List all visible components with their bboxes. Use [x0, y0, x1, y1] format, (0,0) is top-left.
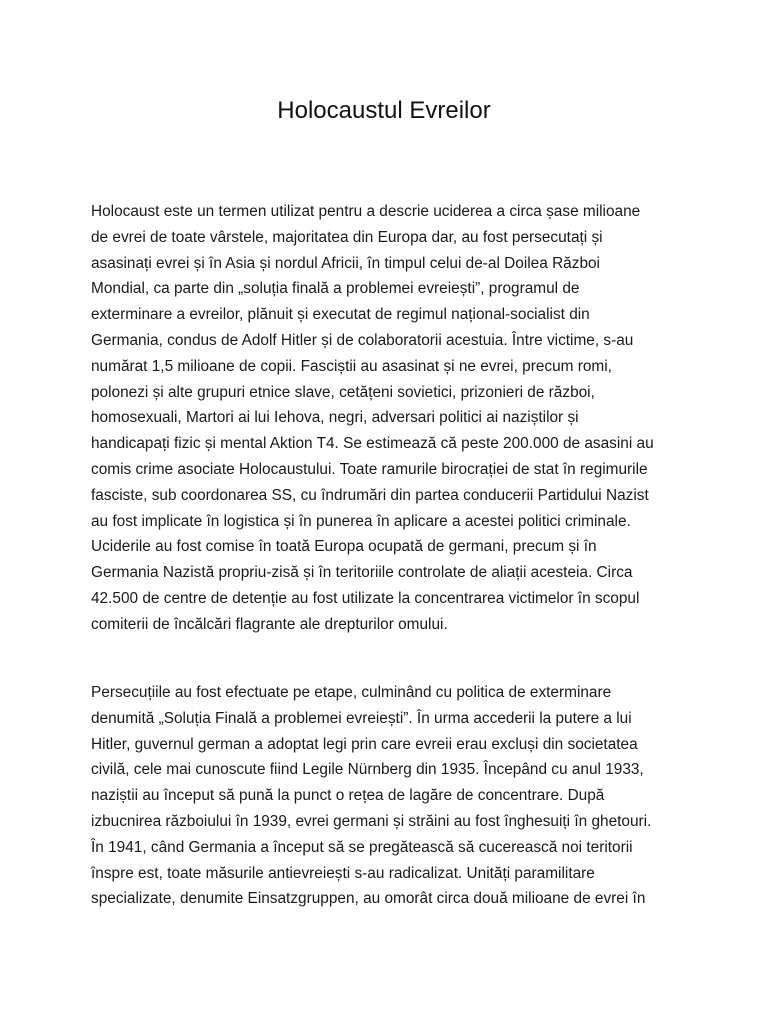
paragraph-line: denumită „Soluția Finală a problemei evreiești”. În urma accederii la putere a lui — [91, 709, 632, 727]
paragraph-line: polonezi și alte grupuri etnice slave, cetățeni sovietici, prizonieri de război, — [91, 383, 595, 401]
paragraph-line: Germania Nazistă propriu-zisă și în teritoriile controlate de aliații acesteia. Circa — [91, 564, 633, 582]
paragraph-line: Hitler, guvernul german a adoptat legi prin care evreii erau excluși din societatea — [91, 735, 638, 753]
paragraph-line: numărat 1,5 milioane de copii. Fasciștii au asasinat și ne evrei, precum romi, — [91, 357, 612, 375]
paragraph-line: Germania, condus de Adolf Hitler și de colaboratorii acestuia. Între victime, s-au — [91, 331, 634, 349]
paragraph-1 — [91, 199, 691, 638]
paragraph-line: au fost implicate în logistica și în punerea în aplicare a acestei politici criminale. — [91, 512, 631, 530]
paragraph-2 — [91, 680, 691, 912]
paragraph-line: înspre est, toate măsurile antievreiești s-au radicalizat. Unități paramilitare — [91, 864, 595, 882]
paragraph-line: Persecuțiile au fost efectuate pe etape, culminând cu politica de exterminare — [91, 684, 612, 701]
paragraph-line: Holocaust este un termen utilizat pentru a descrie uciderea a circa șase milioane — [91, 203, 641, 220]
paragraph-line: În 1941, când Germania a început să se pregătească să cucerească noi teritorii — [91, 838, 633, 856]
paragraph-line: 42.500 de centre de detenție au fost utilizate la concentrarea victimelor în scopul — [91, 589, 640, 607]
paragraph-line: exterminare a evreilor, plănuit și executat de regimul național-socialist din — [91, 306, 590, 324]
paragraph-line: fasciste, sub coordonarea SS, cu îndrumări din partea conducerii Partidului Nazist — [91, 486, 649, 504]
paragraph-line: Uciderile au fost comise în toată Europa ocupată de germani, precum și în — [91, 538, 597, 556]
paragraph-line: Mondial, ca parte din „soluția finală a problemei evreiești”, programul de — [91, 280, 580, 298]
paragraph-line: naziștii au început să pună la punct o rețea de lagăre de concentrare. După — [91, 787, 605, 805]
paragraph-line: comiterii de încălcări flagrante ale drepturilor omului. — [91, 615, 448, 633]
paragraph-line: izbucnirea războiului în 1939, evrei germani și străini au fost înghesuiți în ghetouri. — [91, 812, 652, 830]
paragraph-line: specializate, denumite Einsatzgruppen, au omorât circa două milioane de evrei în — [91, 890, 646, 908]
paragraph-line: homosexuali, Martori ai lui Iehova, negri, adversari politici ai naziștilor și — [91, 409, 579, 427]
paragraph-line: de evrei de toate vârstele, majoritatea din Europa dar, au fost persecutați și — [91, 228, 603, 246]
document-title: Holocaustul Evreilor — [277, 97, 491, 124]
paragraph-line: handicapați fizic și mental Aktion T4. Se estimează că peste 200.000 de asasini au — [91, 435, 654, 453]
paragraph-line: civilă, cele mai cunoscute fiind Legile Nürnberg din 1935. Începând cu anul 1933, — [91, 761, 644, 779]
paragraph-line: asasinați evrei și în Asia și nordul Africii, în timpul celui de-al Doilea Război — [91, 254, 600, 272]
paragraph-line: comis crime asociate Holocaustului. Toate ramurile birocrației de stat în regimurile — [91, 460, 648, 478]
